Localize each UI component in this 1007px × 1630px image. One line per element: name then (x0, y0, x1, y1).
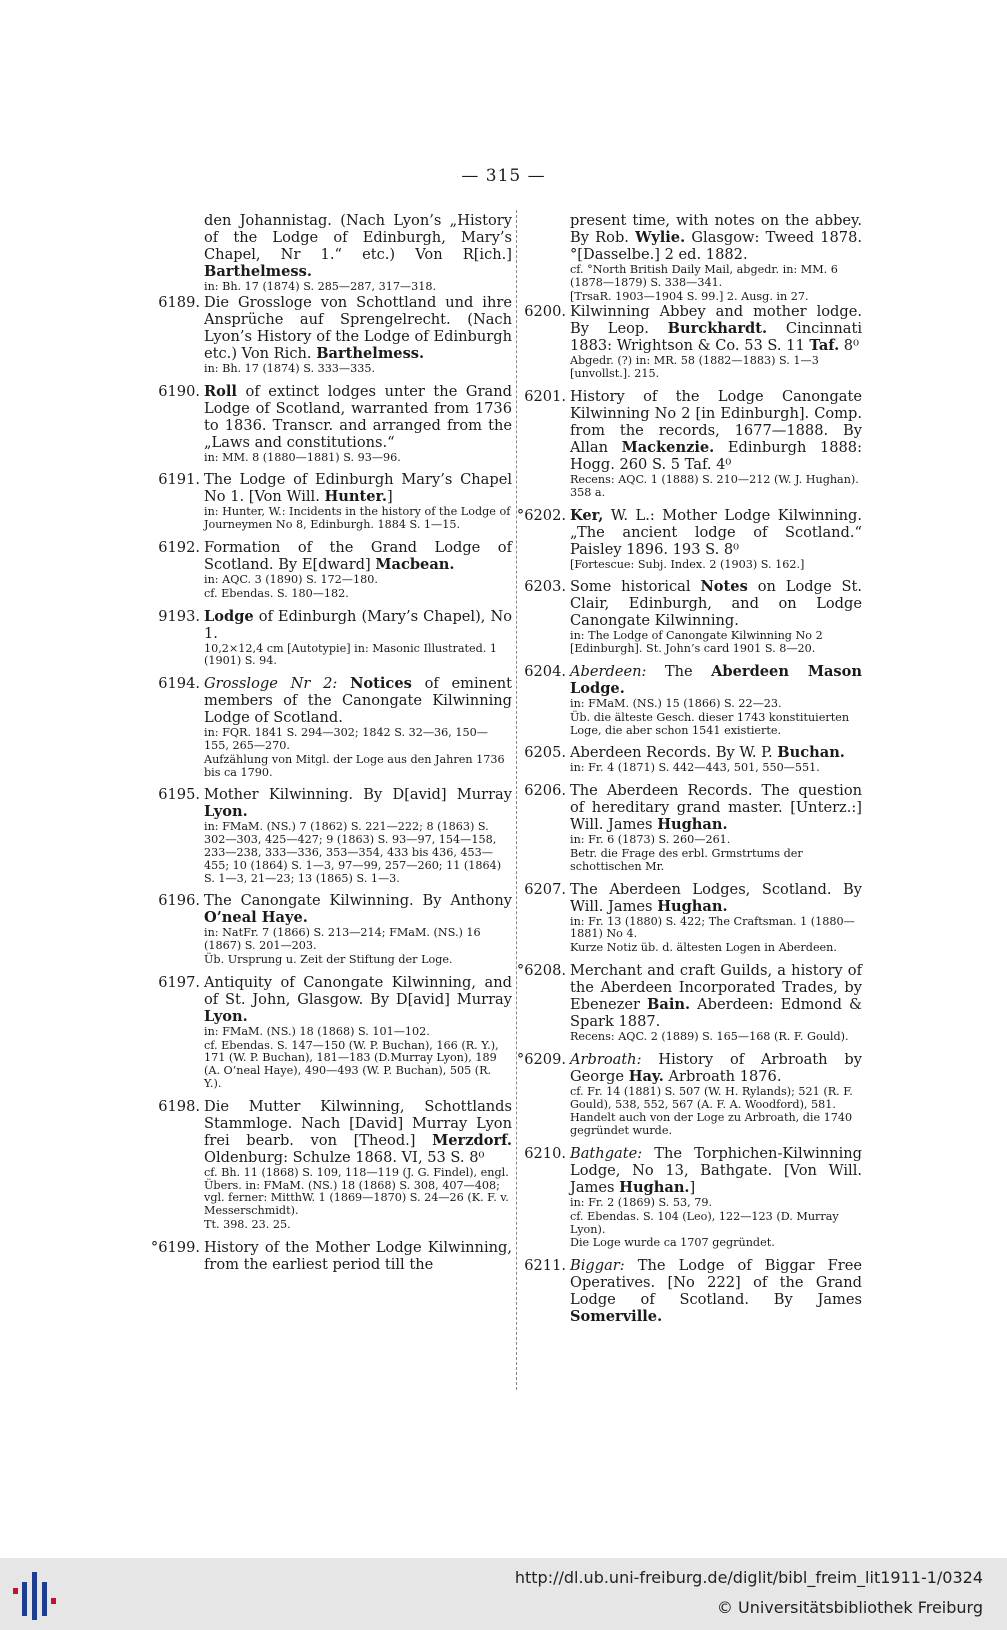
entry-body (570, 303, 862, 381)
entry-body (204, 471, 512, 532)
left-continuation (150, 212, 512, 294)
continuation-ref: in: Bh. 17 (1874) S. 285—287, 317—318. (204, 280, 437, 293)
entry-title: Merchant and craft Guilds, a history of the Aberdeen Incorporated Trades, by Ebenezer Bain. Aberdeen: Edmond & Spark 1887. (570, 961, 862, 1030)
entry-reference: cf. Ebendas. S. 147—150 (W. P. Buchan), 166 (R. Y.), 171 (W. P. Buchan), 181—183 (D.Murray Lyon), 189 (A. O’neal Haye), 490—493 (W. P. Buchan), 505 (R. Y.). (204, 1038, 499, 1090)
entry-reference: in: Bh. 17 (1874) S. 333—335. (204, 361, 376, 375)
entry-reference: Tt. 398. 23. 25. (204, 1217, 291, 1231)
entry-number: 6194. (158, 675, 200, 693)
entry-reference: in: FMaM. (NS.) 18 (1868) S. 101—102. (204, 1024, 430, 1038)
entry-title: Die Mutter Kilwinning, Schottlands Stammloge. Nach [David] Murray Lyon frei bearb. von [Theod.] Merzdorf. Oldenburg: Schulze 1868. VI, 53 S. 8⁰ (204, 1097, 512, 1166)
entry-number: 9193. (158, 607, 200, 625)
continuation-ref: cf. °North British Daily Mail, abgedr. in: MM. 6 (1878—1879) S. 338—341. (570, 263, 838, 289)
logo-bar (13, 1588, 18, 1594)
entry-number: 6206. (524, 782, 566, 800)
entry-body (204, 786, 512, 885)
bibliography-entry (150, 383, 512, 465)
logo-bar (51, 1598, 56, 1604)
bibliography-entry (516, 1145, 862, 1250)
entry-body (204, 675, 512, 779)
logo-bar (22, 1582, 27, 1616)
bibliography-entry (516, 782, 862, 873)
bibliography-entry (516, 388, 862, 500)
entry-reference: Handelt auch von der Loge zu Arbroath, die 1740 gegründet wurde. (570, 1111, 853, 1138)
entry-reference: Betr. die Frage des erbl. Grmstrtums der schottischen Mr. (570, 846, 803, 873)
entry-reference: [Fortescue: Subj. Index. 2 (1903) S. 162.] (570, 557, 805, 571)
entry-body (204, 1239, 512, 1273)
entry-title: History of the Mother Lodge Kilwinning, from the earliest period till the (204, 1238, 512, 1273)
right-continuation (516, 212, 862, 303)
entry-reference: cf. Ebendas. S. 180—182. (204, 586, 349, 600)
bibliography-entry (516, 303, 862, 381)
entry-reference: Die Loge wurde ca 1707 gegründet. (570, 1236, 775, 1250)
entry-title: The Lodge of Edinburgh Mary’s Chapel No 1. [Von Will. Hunter.] (204, 471, 512, 506)
entry-body (204, 539, 512, 601)
entry-reference: in: MM. 8 (1880—1881) S. 93—96. (204, 450, 401, 464)
entry-title: Mother Kilwinning. By D[avid] Murray Lyon. (204, 786, 512, 821)
entry-body (570, 1257, 862, 1325)
entry-reference: in: The Lodge of Canongate Kilwinning No 2 [Edinburgh]. St. John’s card 1901 S. 8—20. (570, 629, 823, 656)
entry-reference: in: AQC. 3 (1890) S. 172—180. (204, 572, 378, 586)
entry-reference: cf. Ebendas. S. 104 (Leo), 122—123 (D. Murray Lyon). (570, 1209, 839, 1236)
entry-title: Formation of the Grand Lodge of Scotland. By E[dward] Macbean. (204, 538, 512, 573)
entry-reference: Üb. Ursprung u. Zeit der Stiftung der Loge. (204, 952, 453, 966)
entry-number: 6192. (158, 538, 200, 556)
entry-number: 6197. (158, 973, 200, 991)
entry-reference: Aufzählung von Mitgl. der Loge aus den Jahren 1736 bis ca 1790. (204, 752, 505, 779)
logo-bar (32, 1572, 37, 1620)
bibliography-entry (516, 1257, 862, 1325)
entry-reference: in: FQR. 1841 S. 294—302; 1842 S. 32—36, 150—155, 265—270. (204, 726, 488, 752)
continuation-text: den Johannistag. (Nach Lyon’s „History of the Lodge of Edinburgh, Mary’s Chapel, Nr 1.“ etc.) Von R[ich.] Barthelmess. (204, 212, 512, 280)
entry-reference: Recens: AQC. 2 (1889) S. 165—168 (R. F. Gould). (570, 1029, 849, 1043)
entry-title: Some historical Notes on Lodge St. Clair, Edinburgh, and on Lodge Canongate Kilwinning. (570, 578, 862, 630)
entry-body (204, 1098, 512, 1232)
entry-body (570, 1145, 862, 1250)
entry-reference: in: NatFr. 7 (1866) S. 213—214; FMaM. (NS.) 16 (1867) S. 201—203. (204, 926, 481, 953)
page-number: — 315 — (461, 166, 546, 186)
entry-body (570, 507, 862, 572)
entry-body (570, 578, 862, 656)
continuation-text: present time, with notes on the abbey. By Rob. Wylie. Glasgow: Tweed 1878. °[Dasselbe.] 2 ed. 1882. (570, 212, 862, 263)
bibliography-entry (150, 294, 512, 376)
bibliography-entry (150, 539, 512, 601)
footer-bar (0, 1558, 1007, 1630)
entry-body (204, 294, 512, 376)
entry-reference: in: Fr. 4 (1871) S. 442—443, 501, 550—551. (570, 761, 820, 775)
entry-number: 6210. (524, 1144, 566, 1162)
bibliography-entry (150, 974, 512, 1091)
library-logo-icon (10, 1568, 62, 1624)
bibliography-entry (150, 786, 512, 885)
entry-body (570, 388, 862, 500)
entry-reference: 10,2×12,4 cm [Autotypie] in: Masonic Illustrated. 1 (1901) S. 94. (204, 641, 498, 668)
entry-title: The Aberdeen Records. The question of hereditary grand master. [Unterz.:] Will. James Hughan. (570, 782, 862, 834)
entry-number: 6207. (524, 880, 566, 898)
left-entries (150, 294, 512, 1273)
entry-number: 6189. (158, 293, 200, 311)
entry-title: Aberdeen: The Aberdeen Mason Lodge. (570, 662, 862, 697)
bibliography-entry (516, 1051, 862, 1138)
bibliography-entry (150, 1098, 512, 1232)
entry-number: °6202. (516, 506, 566, 524)
entry-title: Ker, W. L.: Mother Lodge Kilwinning. „The ancient lodge of Scotland.“ Paisley 1896. 193 S. 8⁰ (570, 506, 862, 558)
bibliography-entry (150, 675, 512, 779)
entry-title: Grossloge Nr 2: Notices of eminent members of the Canongate Kilwinning Lodge of Scotland. (204, 675, 512, 727)
entry-reference: in: Hunter, W.: Incidents in the history of the Lodge of Journeymen No 8, Edinburgh. 1884 S. 1—15. (204, 505, 511, 532)
entry-number: 6200. (524, 303, 566, 321)
bibliography-entry (516, 663, 862, 737)
entry-number: 6190. (158, 382, 200, 400)
entry-body (570, 663, 862, 737)
entry-number: 6205. (524, 744, 566, 762)
entry-title: The Aberdeen Lodges, Scotland. By Will. James Hughan. (570, 880, 862, 915)
entry-body (570, 782, 862, 873)
entry-body (204, 892, 512, 966)
entry-reference: Abgedr. (?) in: MR. 58 (1882—1883) S. 1—3 [unvollst.]. 215. (570, 354, 819, 381)
entry-title: Antiquity of Canongate Kilwinning, and of St. John, Glasgow. By D[avid] Murray Lyon. (204, 973, 512, 1025)
entry-body (570, 744, 862, 775)
entry-title: Biggar: The Lodge of Biggar Free Operatives. [No 222] of the Grand Lodge of Scotland. By James Somerville. (570, 1257, 862, 1326)
bibliography-entry (516, 962, 862, 1044)
left-column (150, 212, 512, 1280)
bibliography-entry (516, 881, 862, 955)
entry-reference: in: Fr. 2 (1869) S. 53, 79. (570, 1195, 713, 1209)
entry-body (204, 974, 512, 1091)
bibliography-entry (150, 471, 512, 532)
entry-body (204, 383, 512, 465)
entry-number: 6195. (158, 786, 200, 804)
right-column (516, 212, 862, 1332)
entry-number: 6201. (524, 387, 566, 405)
entry-reference: in: Fr. 13 (1880) S. 422; The Craftsman. 1 (1880—1881) No 4. (570, 914, 855, 941)
entry-title: Lodge of Edinburgh (Mary’s Chapel), No 1. (204, 607, 512, 642)
entry-body (204, 608, 512, 669)
entry-reference: Recens: AQC. 1 (1888) S. 210—212 (W. J. Hughan). 358 a. (570, 472, 859, 499)
bibliography-entry (150, 608, 512, 669)
logo-bar (42, 1582, 47, 1616)
entry-title: Roll of extinct lodges unter the Grand Lodge of Scotland, warranted from 1736 to 1836. Transcr. and arranged from the „Laws and constitutions.“ (204, 382, 512, 451)
copyright-notice: © Universitätsbibliothek Freiburg (716, 1598, 983, 1617)
entry-reference: Üb. die älteste Gesch. dieser 1743 konstituierten Loge, die aber schon 1541 existierte. (570, 710, 850, 737)
entry-number: 6211. (524, 1257, 566, 1275)
entry-number: 6191. (158, 471, 200, 489)
entry-reference: cf. Bh. 11 (1868) S. 109, 118—119 (J. G. Findel), engl. Übers. in: FMaM. (NS.) 18 (1868) S. 308, 407—408; vgl. ferner: MitthW. 1 (1869—1870) S. 24—26 (K. F. v. Messerschmidt). (204, 1165, 509, 1218)
entry-number: 6198. (158, 1097, 200, 1115)
entry-title: Die Grossloge von Schottland und ihre Ansprüche auf Sprengelrecht. (Nach Lyon’s History of the Lodge of Edinburgh etc.) Von Rich. Barthelmess. (204, 293, 512, 362)
entry-body (570, 1051, 862, 1138)
source-url[interactable]: http://dl.ub.uni-freiburg.de/diglit/bibl_freim_lit1911-1/0324 (514, 1568, 983, 1587)
entry-title: Kilwinning Abbey and mother lodge. By Leop. Burckhardt. Cincinnati 1883: Wrightson & Co. 53 S. 11 Taf. 8⁰ (570, 303, 862, 355)
entry-number: °6208. (516, 961, 566, 979)
entry-reference: in: FMaM. (NS.) 15 (1866) S. 22—23. (570, 696, 782, 710)
right-entries (516, 303, 862, 1325)
entry-number: 6203. (524, 578, 566, 596)
entry-body (570, 962, 862, 1044)
bibliography-entry (150, 892, 512, 966)
bibliography-entry (516, 578, 862, 656)
entry-reference: in: Fr. 6 (1873) S. 260—261. (570, 833, 731, 847)
bibliography-entry (516, 507, 862, 572)
entry-number: 6196. (158, 892, 200, 910)
entry-number: 6204. (524, 662, 566, 680)
entry-number: °6209. (516, 1050, 566, 1068)
entry-body (570, 881, 862, 955)
entry-title: The Canongate Kilwinning. By Anthony O’neal Haye. (204, 892, 512, 927)
entry-title: Arbroath: History of Arbroath by George Hay. Arbroath 1876. (570, 1050, 862, 1085)
entry-reference: cf. Fr. 14 (1881) S. 507 (W. H. Rylands); 521 (R. F. Gould), 538, 552, 567 (A. F. A. Woodford), 581. (570, 1084, 853, 1111)
entry-number: °6199. (150, 1238, 200, 1256)
entry-reference: in: FMaM. (NS.) 7 (1862) S. 221—222; 8 (1863) S. 302—303, 425—427; 9 (1863) S. 93—97, 154—158, 233—238, 333—336, 353—354, 433 bis 436, 453—455; 10 (1864) S. 1—3, 97—99, 257—260; 11 (1864) S. 1—3, 21—23; 13 (1865) S. 1—3. (204, 820, 502, 885)
entry-title: Aberdeen Records. By W. P. Buchan. (570, 744, 845, 762)
bibliography-entry (150, 1239, 512, 1273)
entry-title: History of the Lodge Canongate Kilwinning No 2 [in Edinburgh]. Comp. from the records, 1677—1888. By Allan Mackenzie. Edinburgh 1888: Hogg. 260 S. 5 Taf. 4⁰ (570, 387, 862, 473)
bibliography-entry (516, 744, 862, 775)
continuation-ref: [TrsaR. 1903—1904 S. 99.] 2. Ausg. in 27. (570, 289, 809, 303)
entry-reference: Kurze Notiz üb. d. ältesten Logen in Aberdeen. (570, 941, 837, 955)
entry-title: Bathgate: The Torphichen-Kilwinning Lodge, No 13, Bathgate. [Von Will. James Hughan.] (570, 1144, 862, 1196)
